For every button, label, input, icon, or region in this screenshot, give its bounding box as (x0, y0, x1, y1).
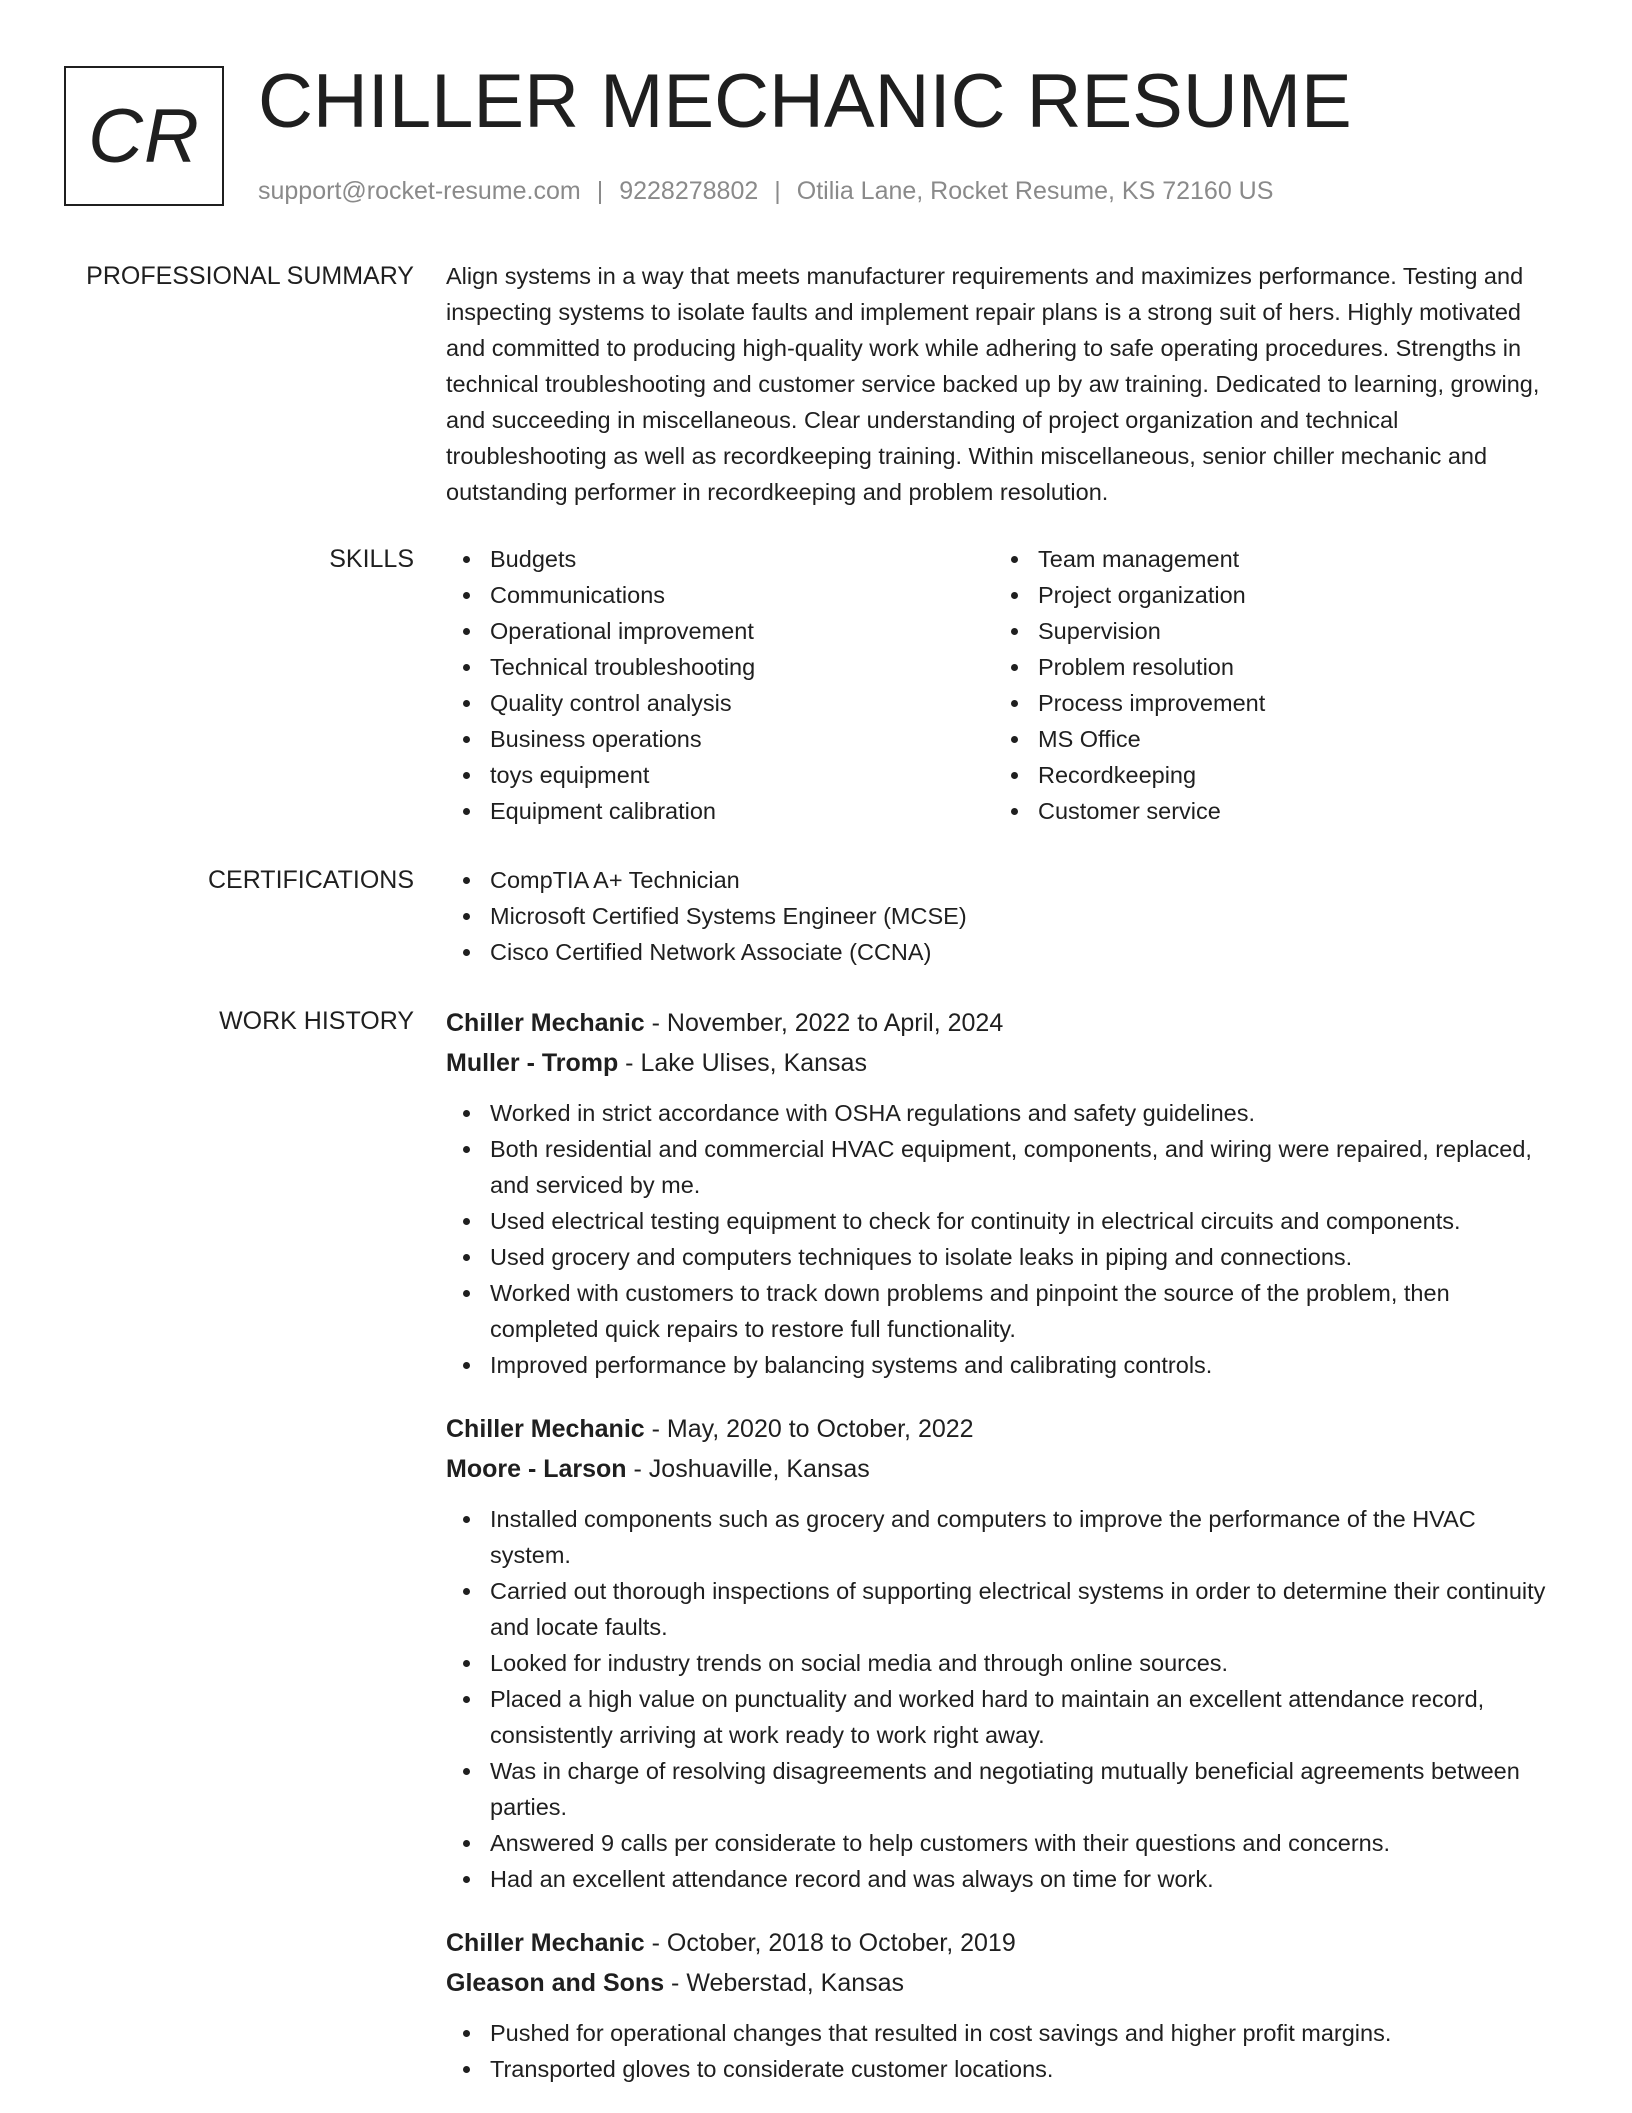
resume-title: CHILLER MECHANIC RESUME (258, 59, 1352, 144)
job-company-line (446, 1449, 1546, 1489)
skills-body (446, 541, 1546, 829)
job-bullet-list (446, 1501, 1546, 1897)
job-bullet-list (446, 2015, 1546, 2087)
job-title-line (446, 1003, 1546, 1043)
job-bullet: Both residential and commercial HVAC equipment, components, and wiring were repaired, replaced, and serviced by me. (446, 1131, 1546, 1203)
job-bullet: Looked for industry trends on social media and through online sources. (446, 1645, 1546, 1681)
section-title-summary: PROFESSIONAL SUMMARY (86, 262, 414, 290)
contact-phone[interactable]: 9228278802 (619, 177, 759, 205)
skill-item: MS Office (994, 721, 1542, 757)
section-title-skills: SKILLS (329, 545, 414, 573)
job-role: Chiller Mechanic (446, 1009, 645, 1037)
job-bullet-list (446, 1095, 1546, 1383)
job-company: Gleason and Sons (446, 1969, 665, 1997)
skill-item: Team management (994, 541, 1542, 577)
job-bullet: Used electrical testing equipment to check for continuity in electrical circuits and components. (446, 1203, 1546, 1239)
certifications-list (446, 862, 1546, 970)
skill-item: Operational improvement (446, 613, 994, 649)
certification-item: Microsoft Certified Systems Engineer (MCSE) (446, 898, 1546, 934)
skills-list-right (994, 541, 1542, 829)
contact-line (258, 174, 1273, 208)
job-location: - Joshuaville, Kansas (626, 1455, 870, 1483)
job-bullet: Pushed for operational changes that resulted in cost savings and higher profit margins. (446, 2015, 1546, 2051)
summary-body (446, 258, 1546, 510)
skill-item: Quality control analysis (446, 685, 994, 721)
job-company: Moore - Larson (446, 1455, 627, 1483)
job-entry (446, 1409, 1546, 1897)
skill-item: Problem resolution (994, 649, 1542, 685)
job-company-line (446, 1043, 1546, 1083)
skill-item: Budgets (446, 541, 994, 577)
job-dates: - November, 2022 to April, 2024 (644, 1009, 1004, 1037)
job-entry (446, 1923, 1546, 2087)
certification-item: Cisco Certified Network Associate (CCNA) (446, 934, 1546, 970)
skill-item: Technical troubleshooting (446, 649, 994, 685)
job-bullet: Answered 9 calls per considerate to help customers with their questions and concerns. (446, 1825, 1546, 1861)
skill-item: Customer service (994, 793, 1542, 829)
monogram-logo: CR (64, 66, 224, 206)
contact-separator: | (596, 177, 604, 205)
skill-item: Project organization (994, 577, 1542, 613)
summary-text: Align systems in a way that meets manufacturer requirements and maximizes performance. Testing and inspecting systems to isolate faults and implement repair plans is a strong suit of hers. Highly motivated and committed to producing high-quality work while adhering to safe operating procedures. Strengths in technical troubleshooting and customer service backed up by aw training. Dedicated to learning, growing, and succeeding in miscellaneous. Clear understanding of project organization and technical troubleshooting as well as recordkeeping training. Within miscellaneous, senior chiller mechanic and outstanding performer in recordkeeping and problem resolution. (446, 263, 1540, 505)
certification-item: CompTIA A+ Technician (446, 862, 1546, 898)
job-role: Chiller Mechanic (446, 1415, 645, 1443)
skill-item: Process improvement (994, 685, 1542, 721)
job-dates: - May, 2020 to October, 2022 (644, 1415, 974, 1443)
job-location: - Weberstad, Kansas (664, 1969, 905, 1997)
job-entry (446, 1003, 1546, 1383)
job-bullet: Transported gloves to considerate customer locations. (446, 2051, 1546, 2087)
contact-email[interactable]: support@rocket-resume.com (258, 177, 581, 205)
job-location: - Lake Ulises, Kansas (618, 1049, 867, 1077)
skill-item: Recordkeeping (994, 757, 1542, 793)
skill-item: Equipment calibration (446, 793, 994, 829)
skills-list-left (446, 541, 994, 829)
contact-address: Otilia Lane, Rocket Resume, KS 72160 US (796, 177, 1274, 205)
section-title-work-history: WORK HISTORY (219, 1007, 414, 1035)
job-bullet: Worked with customers to track down problems and pinpoint the source of the problem, then completed quick repairs to restore full functionality. (446, 1275, 1546, 1347)
job-role: Chiller Mechanic (446, 1929, 645, 1957)
job-company: Muller - Tromp (446, 1049, 619, 1077)
skill-item: Supervision (994, 613, 1542, 649)
skill-item: Business operations (446, 721, 994, 757)
work-history-body (446, 1003, 1546, 2113)
certifications-body (446, 862, 1546, 970)
job-bullet: Used grocery and computers techniques to isolate leaks in piping and connections. (446, 1239, 1546, 1275)
job-title-line (446, 1409, 1546, 1449)
job-bullet: Had an excellent attendance record and was always on time for work. (446, 1861, 1546, 1897)
job-bullet: Was in charge of resolving disagreements and negotiating mutually beneficial agreements between parties. (446, 1753, 1546, 1825)
job-bullet: Worked in strict accordance with OSHA regulations and safety guidelines. (446, 1095, 1546, 1131)
job-bullet: Placed a high value on punctuality and worked hard to maintain an excellent attendance record, consistently arriving at work ready to work right away. (446, 1681, 1546, 1753)
job-bullet: Installed components such as grocery and computers to improve the performance of the HVAC system. (446, 1501, 1546, 1573)
job-bullet: Carried out thorough inspections of supporting electrical systems in order to determine their continuity and locate faults. (446, 1573, 1546, 1645)
contact-separator: | (774, 177, 781, 205)
skill-item: toys equipment (446, 757, 994, 793)
job-company-line (446, 1963, 1546, 2003)
skill-item: Communications (446, 577, 994, 613)
job-bullet: Improved performance by balancing systems and calibrating controls. (446, 1347, 1546, 1383)
section-title-certifications: CERTIFICATIONS (207, 866, 414, 894)
job-dates: - October, 2018 to October, 2019 (644, 1929, 1016, 1957)
job-title-line (446, 1923, 1546, 1963)
